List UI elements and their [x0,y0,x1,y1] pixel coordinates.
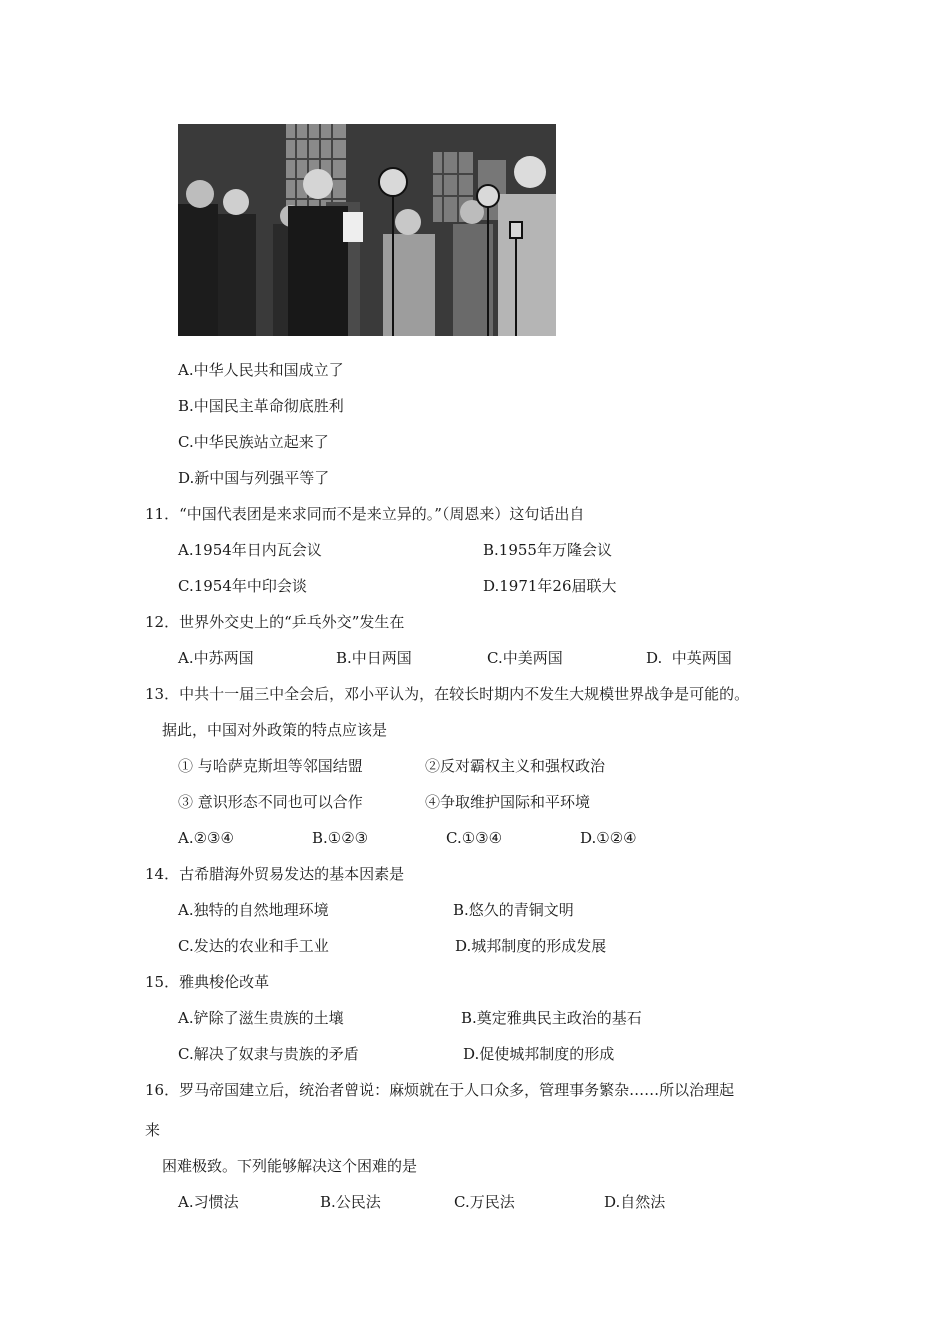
q13-stem-line1: 13．中共十一届三中全会后，邓小平认为，在较长时期内不发生大规模世界战争是可能的。 [145,685,750,703]
q13-item-3: ③ 意识形态不同也可以合作 [178,793,363,811]
q10-option-a: A.中华人民共和国成立了 [178,361,344,379]
q16-option-d: D.自然法 [604,1193,666,1211]
q13-option-d: D.①②④ [580,829,637,847]
q15-option-d: D.促使城邦制度的形成 [463,1045,615,1063]
q12-option-b: B.中日两国 [336,649,412,667]
q13-item-4: ④争取维护国际和平环境 [425,793,591,811]
historic-ceremony-photo [178,124,556,336]
q12-option-a: A.中苏两国 [178,649,254,667]
q16-stem-line3: 困难极致。下列能够解决这个困难的是 [162,1157,418,1175]
q11-option-d: D.1971年26届联大 [483,577,617,595]
q14-option-b: B.悠久的青铜文明 [453,901,574,919]
q15-stem: 15．雅典梭伦改革 [145,973,270,991]
q12-option-d: D. 中英两国 [646,649,732,667]
q11-option-a: A.1954年日内瓦会议 [178,541,322,559]
q14-option-a: A.独特的自然地理环境 [178,901,329,919]
q11-stem: 11．“中国代表团是来求同而不是来立异的。”（周恩来）这句话出自 [145,505,585,523]
q10-option-d: D.新中国与列强平等了 [178,469,330,487]
q13-item-1: ① 与哈萨克斯坦等邻国结盟 [178,757,363,775]
q12-stem: 12．世界外交史上的“乒乓外交”发生在 [145,613,405,631]
q16-option-b: B.公民法 [320,1193,381,1211]
historic-ceremony-photo-icon [178,124,556,336]
q16-option-a: A.习惯法 [178,1193,239,1211]
q13-item-2: ②反对霸权主义和强权政治 [425,757,606,775]
q11-option-b: B.1955年万隆会议 [483,541,612,559]
q10-option-c: C.中华民族站立起来了 [178,433,329,451]
q12-option-c: C.中美两国 [487,649,563,667]
q16-stem-line2: 来 [145,1121,161,1139]
q14-stem: 14．古希腊海外贸易发达的基本因素是 [145,865,405,883]
q15-option-a: A.铲除了滋生贵族的土壤 [178,1009,344,1027]
q13-option-b: B.①②③ [312,829,369,847]
q16-option-c: C.万民法 [454,1193,515,1211]
q14-option-d: D.城邦制度的形成发展 [455,937,607,955]
q11-option-c: C.1954年中印会谈 [178,577,307,595]
q16-stem-line1: 16．罗马帝国建立后，统治者曾说：麻烦就在于人口众多，管理事务繁杂……所以治理起 [145,1081,735,1099]
q14-option-c: C.发达的农业和手工业 [178,937,329,955]
q15-option-c: C.解决了奴隶与贵族的矛盾 [178,1045,359,1063]
q13-stem-line2: 据此，中国对外政策的特点应该是 [162,721,388,739]
q10-option-b: B.中国民主革命彻底胜利 [178,397,344,415]
q13-option-a: A.②③④ [178,829,234,847]
q13-option-c: C.①③④ [446,829,503,847]
q15-option-b: B.奠定雅典民主政治的基石 [461,1009,642,1027]
